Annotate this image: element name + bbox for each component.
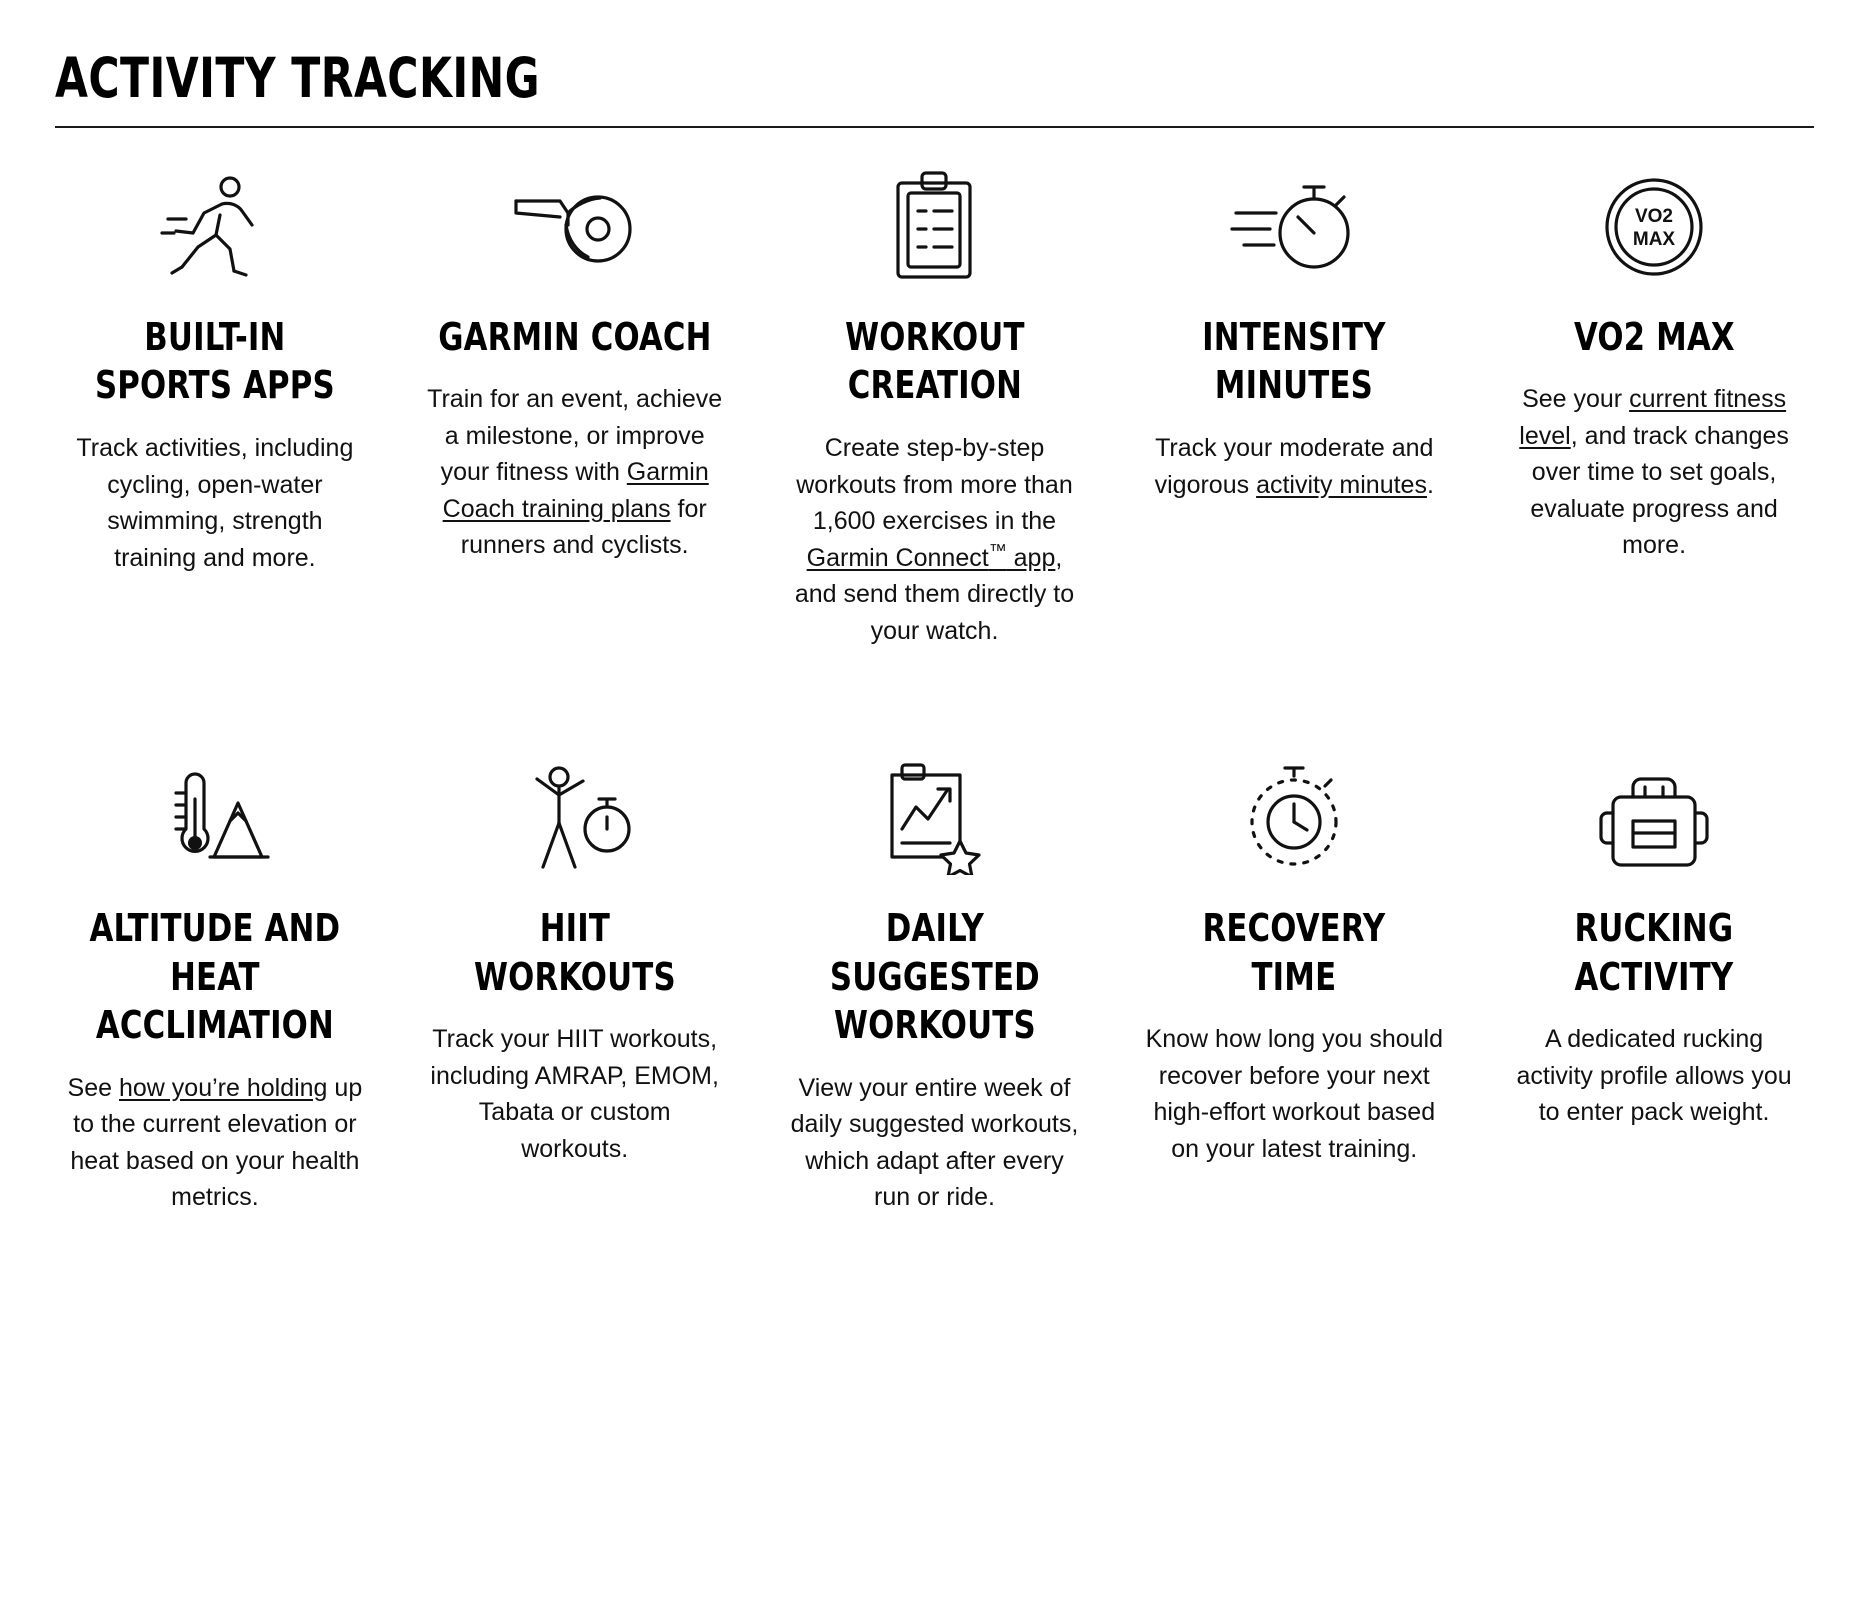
card-body: View your entire week of daily suggested workouts, which adapt after every run or ride. (790, 1073, 1079, 1212)
feature-card-vo2-max (1494, 170, 1814, 649)
svg-text:MAX: MAX (1632, 229, 1676, 251)
card-body: See your current fitness level, and track changes over time to set goals, evaluate progress and more. (1519, 385, 1789, 560)
title-divider (55, 126, 1814, 128)
card-title: RUCKING ACTIVITY (1574, 906, 1734, 999)
card-title: INTENSITY MINUTES (1202, 314, 1387, 408)
card-title: GARMIN COACH (438, 314, 712, 359)
card-title: RECOVERY TIME (1202, 906, 1386, 999)
feature-card-daily-suggested-workouts (775, 691, 1095, 1216)
running-person-icon (160, 170, 270, 285)
feature-grid-row-1 (55, 170, 1814, 649)
feature-grid-row-2 (55, 691, 1814, 1216)
feature-card-workout-creation (775, 170, 1095, 649)
backpack-icon (1599, 761, 1709, 876)
card-body: Track your moderate and vigorous activity minutes. (1154, 434, 1434, 499)
feature-card-rucking-activity (1494, 691, 1814, 1216)
card-body: Track your HIIT workouts, including AMRAP, EMOM, Tabata or custom workouts. (430, 1025, 719, 1163)
feature-card-garmin-coach (415, 170, 735, 649)
card-title: VO2 MAX (1573, 314, 1735, 359)
card-body: A dedicated rucking activity profile allows you to enter pack weight. (1516, 1025, 1792, 1127)
card-title: BUILT-IN SPORTS APPS (94, 314, 335, 408)
feature-card-recovery-time (1134, 691, 1454, 1216)
feature-card-intensity-minutes (1134, 170, 1454, 649)
card-title: WORKOUT CREATION (844, 314, 1025, 408)
feature-card-built-in-sports-apps (55, 170, 375, 649)
recovery-clock-icon (1239, 761, 1349, 876)
feature-card-hiit-workouts (415, 691, 735, 1216)
card-body: Know how long you should recover before your next high-effort workout based on your latest training. (1145, 1025, 1443, 1163)
card-body: Create step-by-step workouts from more than 1,600 exercises in the Garmin Connect™ app, and send them directly to your watch. (794, 434, 1075, 645)
card-body: Train for an event, achieve a milestone, or improve your fitness with Garmin Coach training plans for runners and cyclists. (427, 385, 723, 560)
svg-text:VO2: VO2 (1635, 206, 1674, 228)
stopwatch-speed-icon (1230, 170, 1358, 285)
card-title: ALTITUDE AND HEAT ACCLIMATION (89, 906, 341, 1048)
clipboard-list-icon (888, 170, 980, 285)
card-title: HIIT WORKOUTS (473, 906, 676, 999)
hiit-person-timer-icon (515, 761, 635, 876)
thermometer-mountain-icon (156, 761, 274, 876)
card-title: DAILY SUGGESTED WORKOUTS (829, 906, 1040, 1048)
whistle-icon (510, 170, 640, 285)
card-body: See how you’re holding up to the current elevation or heat based on your health metrics. (67, 1073, 363, 1212)
page-title: ACTIVITY TRACKING (55, 46, 541, 110)
card-body: Track activities, including cycling, open-water swimming, strength training and more. (76, 434, 354, 572)
feature-card-altitude-and-heat-acclimation (55, 691, 375, 1216)
clipboard-chart-star-icon (882, 761, 986, 876)
vo2-max-icon (1599, 170, 1709, 285)
